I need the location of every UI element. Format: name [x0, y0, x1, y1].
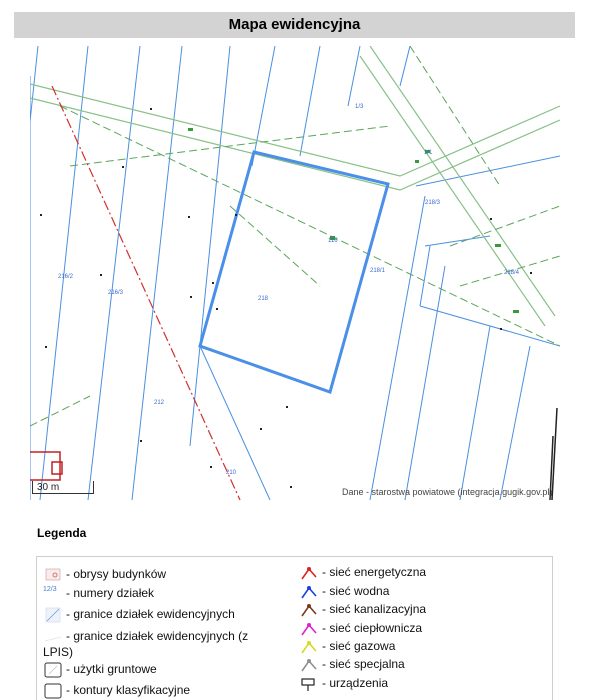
legend-item-heat	[299, 621, 422, 637]
legend-label: - kontury klasyfikacyjne	[66, 683, 191, 698]
building-outlines	[30, 452, 62, 480]
legend-label: - obrysy budynków	[66, 567, 167, 582]
scale-label: 30 m	[37, 482, 60, 493]
water-network-icon	[299, 584, 319, 600]
sewer-network-icon	[299, 602, 319, 618]
data-source-credit: Dane - starostwa powiatowe (integracja.gugik.gov.pl)	[342, 487, 553, 497]
legend-label: - sieć kanalizacyjna	[322, 602, 427, 617]
parcel-label: 212	[154, 400, 165, 406]
legend-item-classification	[43, 683, 190, 699]
parcel-label: 1/1	[424, 150, 433, 156]
legend-label: - sieć ciepłownicza	[322, 621, 423, 636]
page-title: Mapa ewidencyjna	[228, 16, 361, 33]
legend-label: - sieć specjalna	[322, 657, 405, 672]
selected-parcel[interactable]	[200, 152, 388, 392]
legend-title: Legenda	[37, 526, 87, 540]
parcel-label: 216/2	[58, 274, 74, 280]
parcel-number-icon: 12/3	[43, 586, 57, 593]
land-use-lines	[30, 46, 560, 426]
legend-item-devices	[299, 676, 388, 692]
legend-item-water	[299, 584, 389, 600]
parcel-label: 218	[258, 296, 269, 302]
legend-label: - sieć energetyczna	[322, 565, 427, 580]
heat-network-icon	[299, 621, 319, 637]
legend-item-parcel-numbers	[43, 586, 154, 602]
legend-item-special	[299, 657, 405, 673]
legend-label: - użytki gruntowe	[66, 662, 157, 677]
legend-panel	[36, 556, 553, 700]
legend-label: - numery działek	[66, 586, 155, 601]
map-title-bar	[14, 12, 575, 38]
parcel-label: 218/4	[504, 270, 520, 276]
parcel-label: 1/3	[355, 104, 364, 110]
parcel-border-icon	[43, 607, 63, 623]
legend-item-lpis-borders	[43, 629, 273, 660]
device-icon	[299, 676, 319, 692]
cadastral-map[interactable]	[30, 46, 560, 500]
parcel-label: 216/3	[108, 290, 124, 296]
map-canvas[interactable]	[30, 46, 560, 500]
legend-item-parcel-borders	[43, 607, 235, 623]
land-use-markers	[188, 128, 519, 313]
road-lines	[30, 46, 560, 326]
parcel-borders	[30, 46, 560, 500]
legend-item-land-use	[43, 662, 157, 678]
legend-label: - sieć wodna	[322, 584, 390, 599]
legend-item-buildings	[43, 567, 166, 583]
parcel-label: 218/1	[370, 268, 386, 274]
lpis-border-icon	[43, 629, 63, 645]
parcel-label: 116	[328, 238, 338, 244]
power-line	[52, 86, 240, 500]
gas-network-icon	[299, 639, 319, 655]
building-outline-icon	[43, 567, 63, 583]
special-network-icon	[299, 657, 319, 673]
legend-label: - granice działek ewidencyjnych (z LPIS)	[43, 629, 249, 659]
legend-item-gas	[299, 639, 395, 655]
parcel-label: 210	[226, 470, 237, 476]
legend-label: - granice działek ewidencyjnych	[66, 607, 235, 622]
parcel-label: 218/3	[425, 200, 441, 206]
legend-item-sewer	[299, 602, 426, 618]
legend-item-power	[299, 565, 426, 581]
power-network-icon	[299, 565, 319, 581]
land-use-icon	[43, 662, 63, 678]
legend-label: - sieć gazowa	[322, 639, 396, 654]
legend-label: - urządzenia	[322, 676, 389, 691]
classification-contour-icon	[43, 683, 63, 699]
